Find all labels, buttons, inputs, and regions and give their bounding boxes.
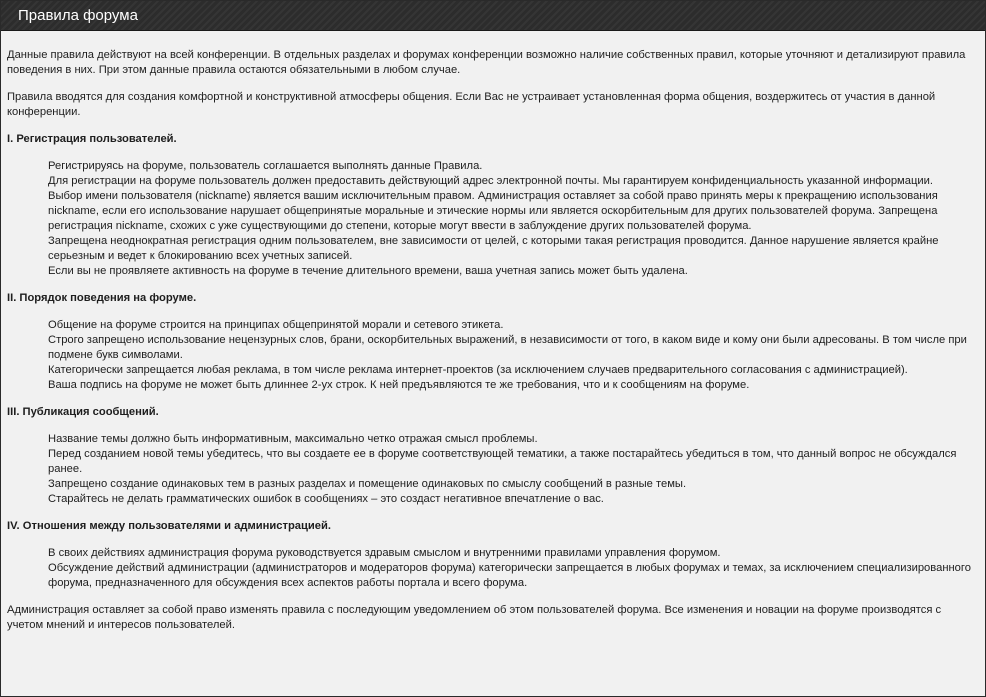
rule-item: Если вы не проявляете активность на форуме в течение длительного времени, ваша учетная запись может быть удалена. bbox=[48, 265, 688, 277]
rule-item: Перед созданием новой темы убедитесь, что вы создаете ее в форуме соответствующей тематики, а также постарайтесь убедиться в том, что данный вопрос не обсуждался ранее. bbox=[48, 448, 957, 475]
page-title: Правила форума bbox=[18, 7, 138, 24]
section-behavior-list bbox=[7, 318, 979, 393]
rule-item: Общение на форуме строится на принципах общепринятой морали и сетевого этикета. bbox=[48, 319, 504, 331]
rule-item: Ваша подпись на форуме не может быть длиннее 2-ух строк. К ней предъявляются те же требования, что и к сообщениям на форуме. bbox=[48, 379, 750, 391]
intro-paragraph-1: Данные правила действуют на всей конференции. В отдельных разделах и форумах конференции возможно наличие собственных правил, которые уточняют и детализируют правила поведения в них. При этом данные правила остаются обязательными в любом случае. bbox=[7, 49, 966, 76]
rule-item: Запрещено создание одинаковых тем в разных разделах и помещение одинаковых по смыслу сообщений в разные темы. bbox=[48, 478, 687, 490]
rule-item: Строго запрещено использование нецензурных слов, брани, оскорбительных выражений, в независимости от того, в каком виде и кому они были адресованы. В том числе при подмене букв символами. bbox=[48, 334, 967, 361]
rule-item: Выбор имени пользователя (nickname) является вашим исключительным правом. Администрация оставляет за собой право принять меры к прекращению использования nickname, если его использование нарушает общепринятые моральные и этические нормы или является оскорбительным для других пользователей форума. Запрещена регистрация nickname, схожих с уже существующими до степени, которые могут ввести в заблуждение других пользователей форума. bbox=[48, 190, 938, 232]
intro-paragraph-2: Правила вводятся для создания комфортной и конструктивной атмосферы общения. Если Вас не устраивает установленная форма общения, воздержитесь от участия в данной конференции. bbox=[7, 91, 936, 118]
closing-paragraph: Администрация оставляет за собой право изменять правила с последующим уведомлением об этом пользователей форума. Все изменения и новации на форуме производятся с учетом мнений и интересов пользователей. bbox=[7, 604, 942, 631]
rule-item: Категорически запрещается любая реклама, в том числе реклама интернет-проектов (за исключением случаев предварительного согласования с администрацией). bbox=[48, 364, 908, 376]
rule-item: Название темы должно быть информативным, максимально четко отражая смысл проблемы. bbox=[48, 433, 538, 445]
section-relations-title: IV. Отношения между пользователями и администрацией. bbox=[7, 520, 331, 532]
section-registration-list bbox=[7, 159, 979, 279]
section-posting-list bbox=[7, 432, 979, 507]
rule-item: Запрещена неоднократная регистрация одним пользователем, вне зависимости от целей, с которыми такая регистрация проводится. Данное нарушение является крайне серьезным и ведет к блокированию всех учетных записей. bbox=[48, 235, 939, 262]
section-posting-title: III. Публикация сообщений. bbox=[7, 406, 159, 418]
rule-item: В своих действиях администрация форума руководствуется здравым смыслом и внутренними правилами управления форумом. bbox=[48, 547, 721, 559]
rules-content bbox=[1, 31, 985, 633]
section-relations-list bbox=[7, 546, 979, 591]
rule-item: Регистрируясь на форуме, пользователь соглашается выполнять данные Правила. bbox=[48, 160, 483, 172]
section-registration-title: I. Регистрация пользователей. bbox=[7, 133, 177, 145]
rule-item: Обсуждение действий администрации (администраторов и модераторов форума) категорически запрещается в любых форумах и темах, за исключением специализированного форума, предназначенного для обсуждения всех аспектов работы портала и всего форума. bbox=[48, 562, 971, 589]
rule-item: Старайтесь не делать грамматических ошибок в сообщениях – это создаст негативное впечатление о вас. bbox=[48, 493, 604, 505]
panel-header bbox=[1, 1, 985, 31]
rule-item: Для регистрации на форуме пользователь должен предоставить действующий адрес электронной почты. Мы гарантируем конфиденциальность указанной информации. bbox=[48, 175, 933, 187]
section-behavior-title: II. Порядок поведения на форуме. bbox=[7, 292, 197, 304]
